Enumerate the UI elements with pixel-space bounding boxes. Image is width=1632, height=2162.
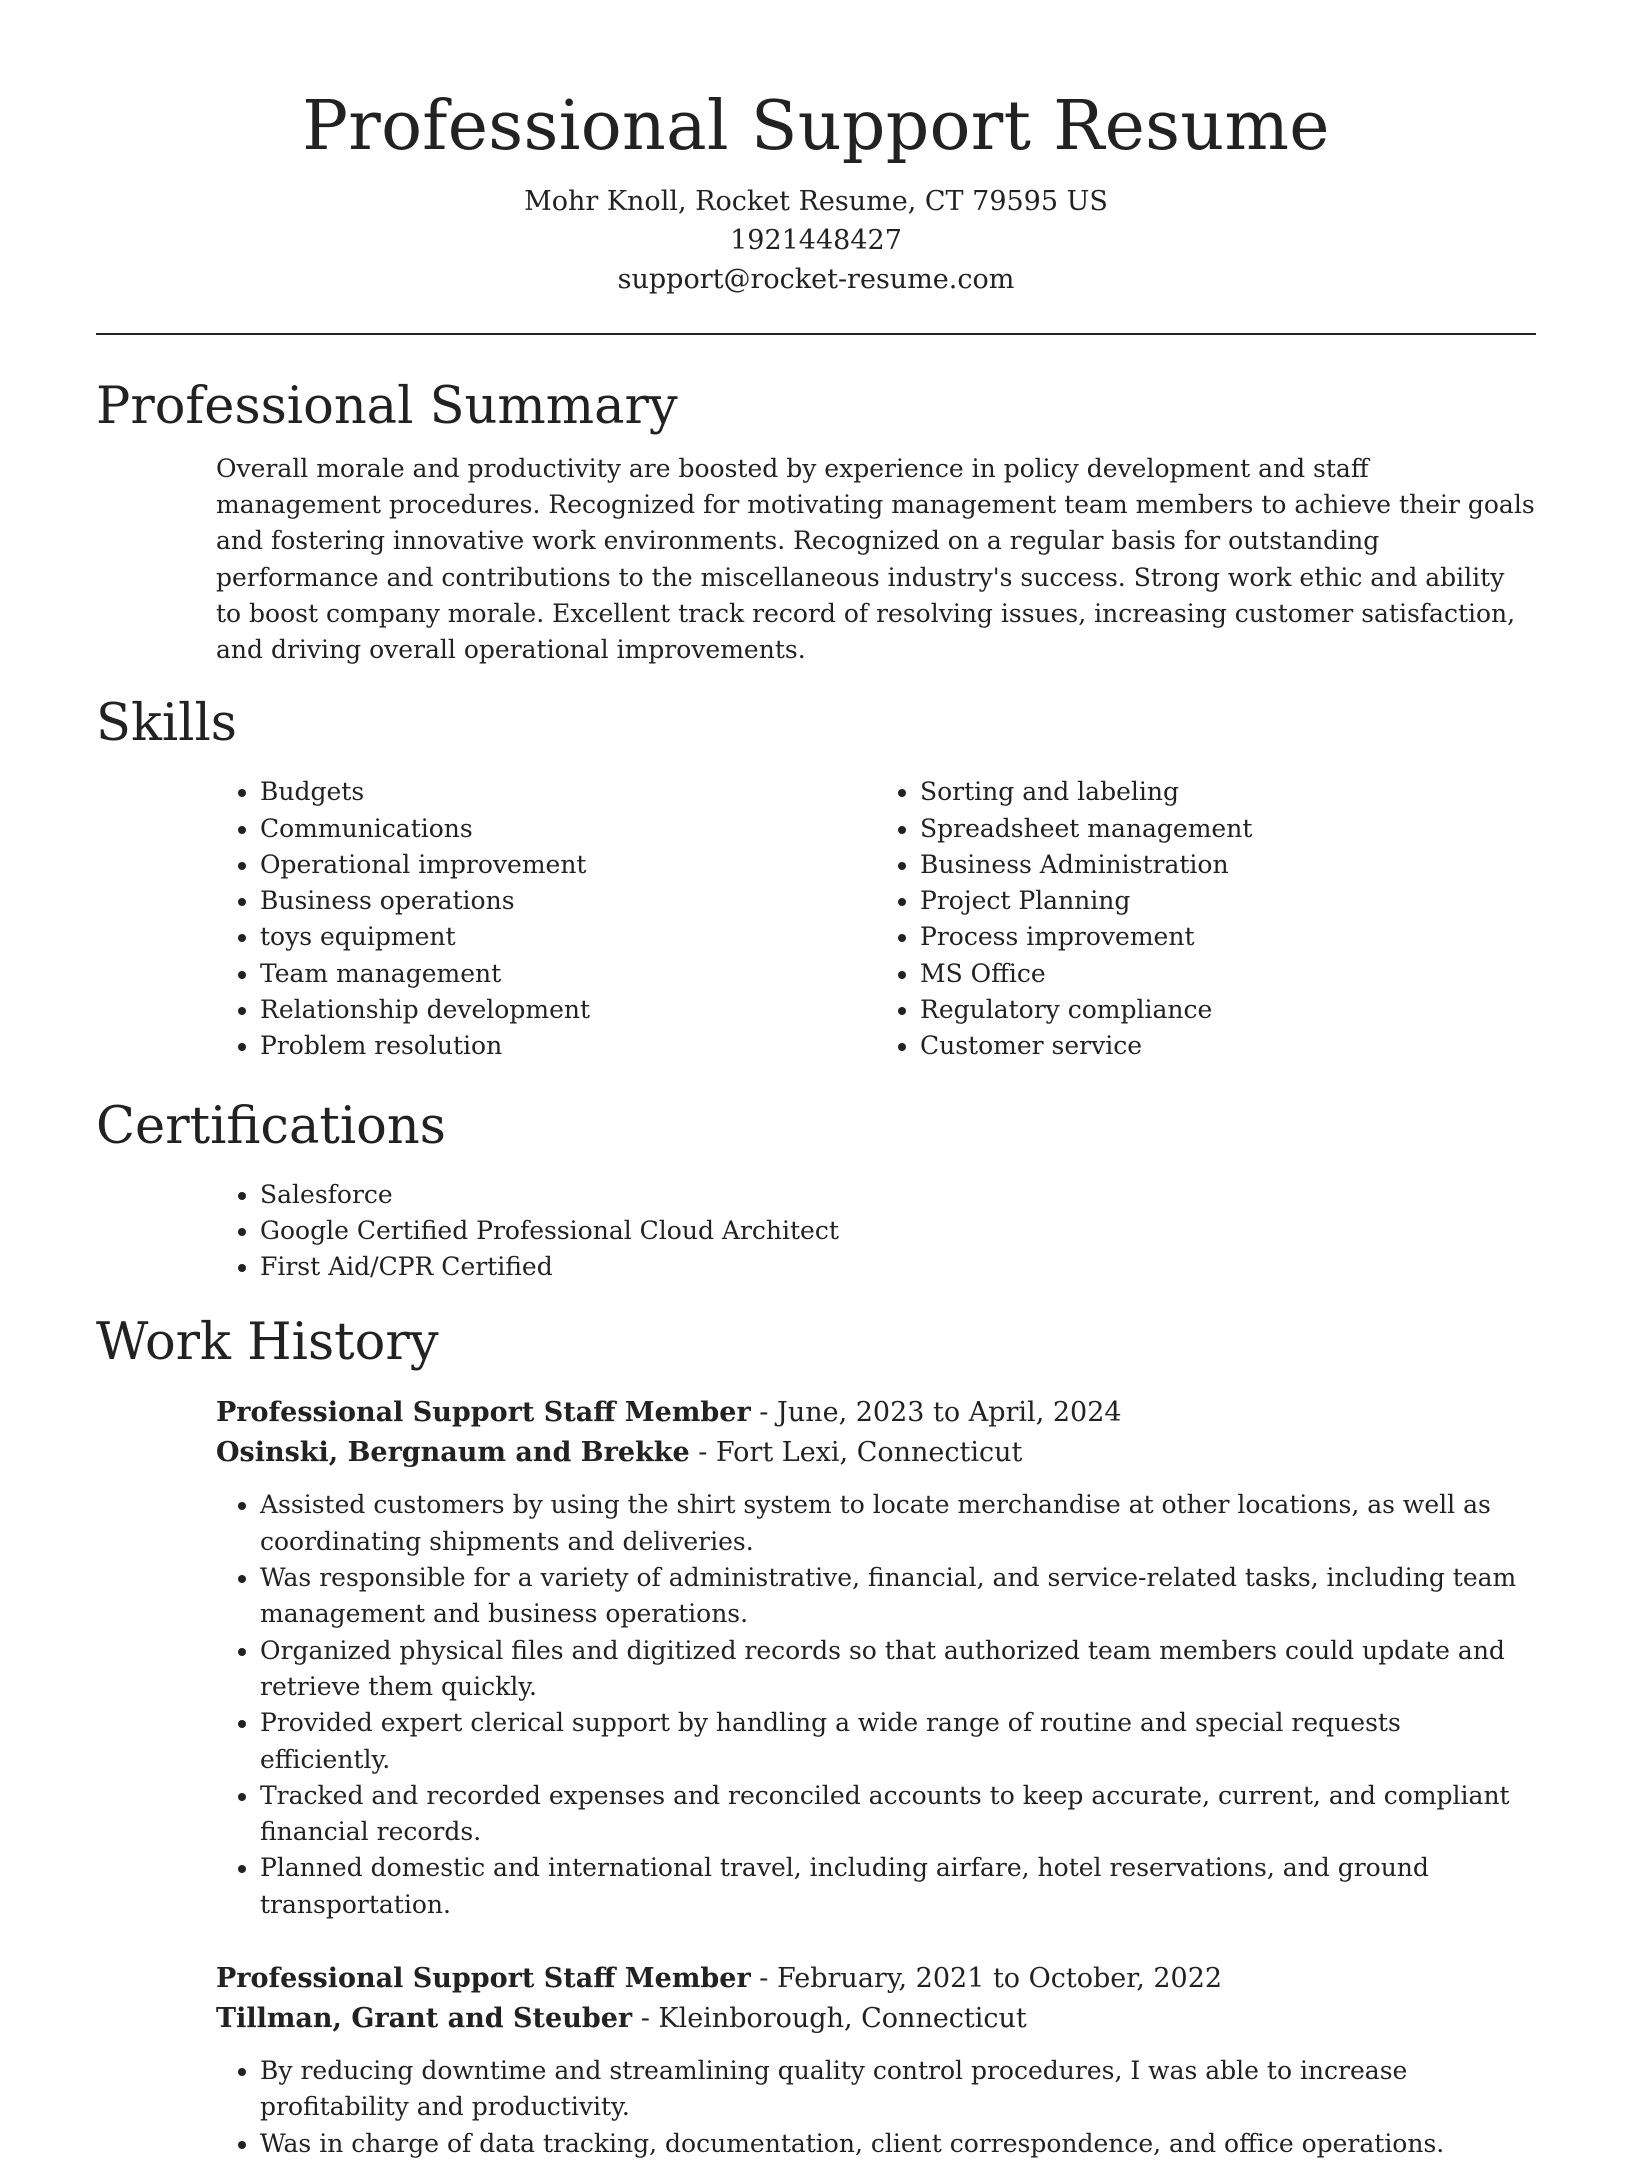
job-location: - Fort Lexi, Connecticut	[689, 1437, 1023, 1469]
skills-columns	[216, 774, 1536, 1064]
skill-item: • Team management	[260, 956, 876, 992]
contact-email: support@rocket-resume.com	[617, 264, 1015, 295]
certifications-heading: Certifications	[96, 1096, 446, 1156]
job-bullets	[216, 2053, 1536, 2162]
job-title: Professional Support Staff Member	[216, 1397, 751, 1429]
contact-phone: 1921448427	[730, 225, 902, 256]
job-bullet: • Was in charge of data tracking, documentation, client correspondence, and office operations.	[260, 2126, 1536, 2162]
job-dates: - June, 2023 to April, 2024	[750, 1397, 1122, 1429]
skill-item: • MS Office	[920, 956, 1536, 992]
skill-item: • Problem resolution	[260, 1028, 876, 1064]
resume-title: Professional Support Resume	[302, 87, 1330, 166]
skills-list-left	[216, 774, 876, 1064]
certifications-list	[216, 1177, 1536, 1286]
job-entry	[216, 1959, 1536, 2162]
summary-heading: Professional Summary	[96, 377, 678, 436]
job-company-line	[216, 1433, 1536, 1473]
job-bullet: • By reducing downtime and streamlining quality control procedures, I was able to increase profitability and productivity.	[260, 2053, 1536, 2126]
contact-address: Mohr Knoll, Rocket Resume, CT 79595 US	[524, 186, 1108, 217]
skill-item: • Customer service	[920, 1028, 1536, 1064]
resume-header	[96, 0, 1536, 299]
skills-list-right	[876, 774, 1536, 1064]
skill-item: • Spreadsheet management	[920, 811, 1536, 847]
job-company: Tillman, Grant and Steuber	[216, 2003, 633, 2035]
job-bullets	[216, 1487, 1536, 1923]
skill-item: • Regulatory compliance	[920, 992, 1536, 1028]
skill-item: • Project Planning	[920, 883, 1536, 919]
job-entry	[216, 1393, 1536, 1923]
skills-section	[96, 692, 1536, 1064]
job-bullet: • Was responsible for a variety of administrative, financial, and service-related tasks, including team management and business operations.	[260, 1560, 1536, 1633]
job-bullet: • Provided expert clerical support by handling a wide range of routine and special requests efficiently.	[260, 1705, 1536, 1778]
summary-text: Overall morale and productivity are boosted by experience in policy development and staff management procedures. Recognized for motivating management team members to achieve their goals and fostering innovative work environments. Recognized on a regular basis for outstanding performance and contributions to the miscellaneous industry's success. Strong work ethic and ability to boost company morale. Excellent track record of resolving issues, increasing customer satisfaction, and driving overall operational improvements.	[216, 454, 1535, 665]
job-bullet: • Planned domestic and international travel, including airfare, hotel reservations, and ground transportation.	[260, 1850, 1536, 1923]
job-bullet: • Tracked and recorded expenses and reconciled accounts to keep accurate, current, and compliant financial records.	[260, 1778, 1536, 1851]
certification-item: • Google Certified Professional Cloud Architect	[260, 1213, 1536, 1249]
job-title-line	[216, 1959, 1536, 1999]
skill-item: • Business Administration	[920, 847, 1536, 883]
work-history-heading: Work History	[96, 1313, 439, 1373]
resume-page	[96, 0, 1536, 2162]
job-bullet: • Assisted customers by using the shirt system to locate merchandise at other locations, as well as coordinating shipments and deliveries.	[260, 1487, 1536, 1560]
job-company-line	[216, 1999, 1536, 2039]
skill-item: • Operational improvement	[260, 847, 876, 883]
skill-item: • Relationship development	[260, 992, 876, 1028]
header-divider	[96, 333, 1536, 335]
skills-heading: Skills	[96, 694, 237, 754]
skill-item: • toys equipment	[260, 919, 876, 955]
certification-item: • First Aid/CPR Certified	[260, 1249, 1536, 1285]
work-history-section	[96, 1311, 1536, 2161]
summary-section	[96, 375, 1536, 668]
skill-item: • Process improvement	[920, 919, 1536, 955]
job-title: Professional Support Staff Member	[216, 1963, 751, 1995]
certifications-section	[96, 1095, 1536, 1286]
job-dates: - February, 2021 to October, 2022	[750, 1963, 1223, 1995]
certification-item: • Salesforce	[260, 1177, 1536, 1213]
skill-item: • Communications	[260, 811, 876, 847]
job-title-line	[216, 1393, 1536, 1433]
skill-item: • Business operations	[260, 883, 876, 919]
job-bullet: • Organized physical files and digitized records so that authorized team members could update and retrieve them quickly.	[260, 1633, 1536, 1706]
job-company: Osinski, Bergnaum and Brekke	[216, 1437, 690, 1469]
skill-item: • Budgets	[260, 774, 876, 810]
job-location: - Kleinborough, Connecticut	[632, 2003, 1027, 2035]
skill-item: • Sorting and labeling	[920, 774, 1536, 810]
